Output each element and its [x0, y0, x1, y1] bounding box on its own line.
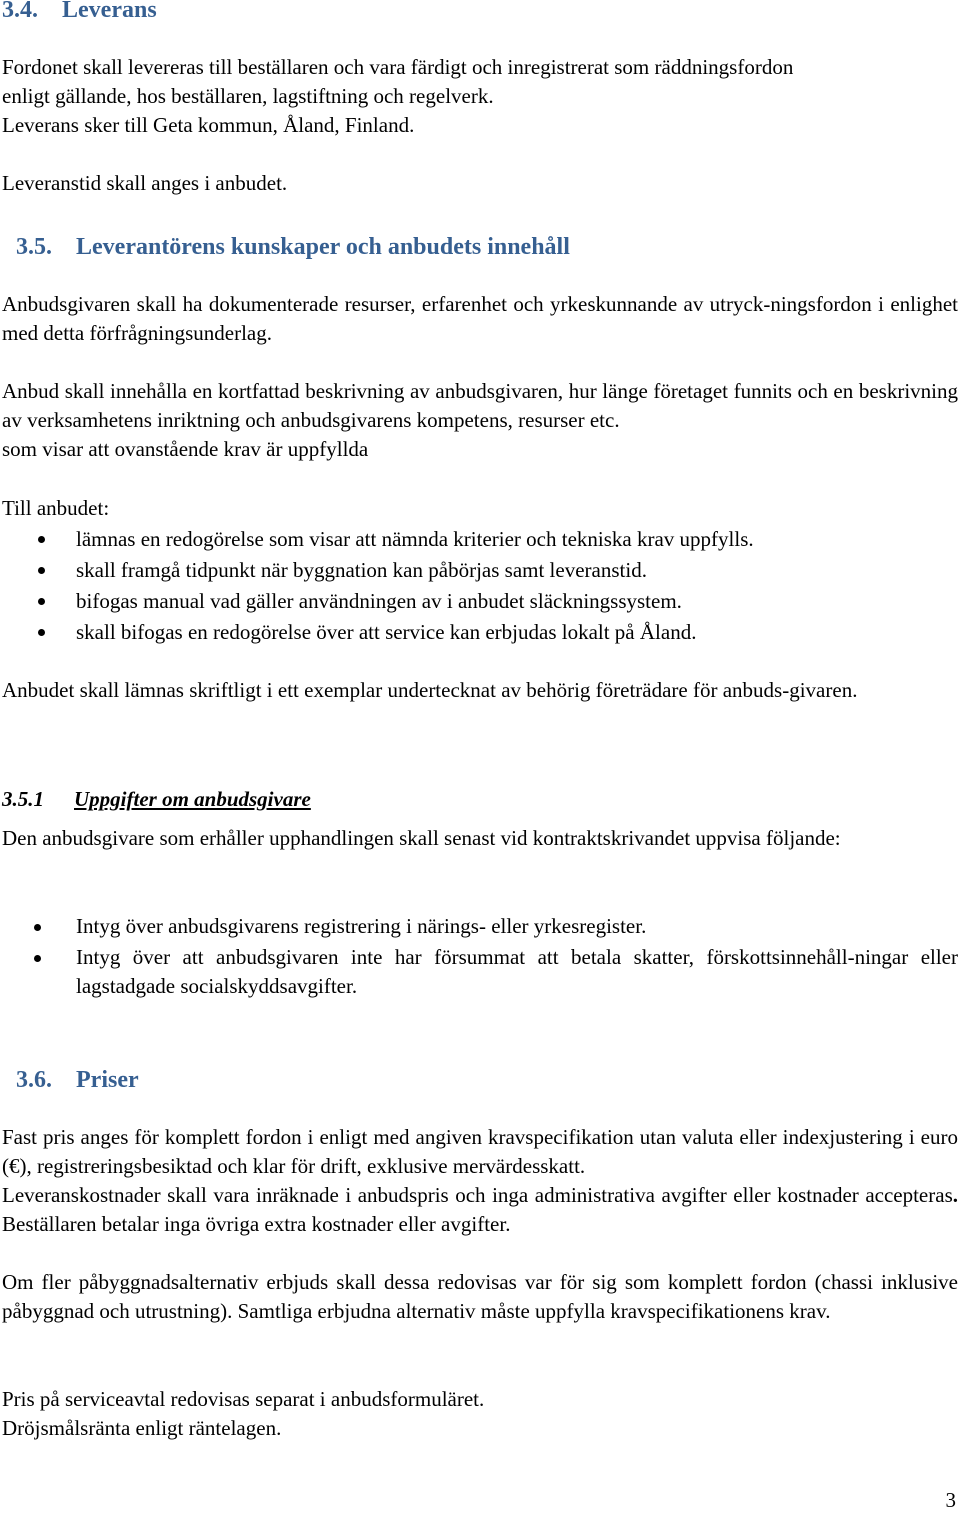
text-line: Pris på serviceavtal redovisas separat i anbudsformuläret.	[2, 1387, 485, 1411]
text-span: Beställaren betalar inga övriga extra kostnader eller avgifter.	[2, 1212, 511, 1236]
text-line: Leverans sker till Geta kommun, Åland, Finland.	[2, 113, 415, 137]
text-line: Till anbudet:	[2, 496, 110, 520]
section-title: Leverantörens kunskaper och anbudets innehåll	[76, 234, 570, 260]
bidder-certificates-list	[2, 912, 958, 1001]
list-item	[2, 586, 958, 617]
text-paragraph: Om fler påbyggnadsalternativ erbjuds skall dessa redovisas var för sig som komplett fordon (chassi inklusive påbyggnad och utrustning). Samtliga erbjudna alternativ måste uppfylla kravspecifikationens krav.	[2, 1270, 958, 1323]
list-item	[2, 555, 958, 586]
section-title: Uppgifter om anbudsgivare	[74, 787, 311, 811]
list-item	[2, 524, 958, 555]
list-item	[2, 617, 958, 648]
list-item-text: bifogas manual vad gäller användningen av i anbudet släckningssystem.	[76, 589, 682, 613]
tender-content-paragraph	[2, 377, 958, 464]
price-paragraph	[2, 1123, 958, 1239]
section-title: Leverans	[62, 0, 157, 23]
bidder-info-paragraph	[2, 824, 958, 853]
section-3-5-heading	[16, 234, 960, 261]
text-paragraph: Anbudsgivaren skall ha dokumenterade resurser, erfarenhet och yrkeskunnande av utryck-ningsfordon i enlighet med detta förfrågningsunderlag.	[2, 292, 958, 345]
bullet-icon	[38, 567, 45, 574]
section-number: 3.5.	[16, 234, 52, 260]
bullet-icon	[38, 629, 45, 636]
section-number: 3.4.	[2, 0, 38, 23]
text-line: som visar att ovanstående krav är uppfyllda	[2, 437, 369, 461]
list-item-text: Intyg över att anbudsgivaren inte har försummat att betala skatter, förskottsinnehåll-ningar eller lagstadgade socialskyddsavgifter.	[76, 945, 958, 998]
text-line: Fordonet skall levereras till beställaren och vara färdigt och inregistrerat som räddningsfordon	[2, 55, 794, 79]
list-item-text: skall bifogas en redogörelse över att service kan erbjudas lokalt på Åland.	[76, 620, 697, 644]
section-title: Priser	[76, 1067, 139, 1093]
text-paragraph	[2, 1181, 958, 1239]
text-span: .	[952, 1183, 958, 1207]
delivery-paragraph	[2, 53, 958, 140]
till-anbudet-label	[2, 494, 958, 523]
text-paragraph: Anbud skall innehålla en kortfattad beskrivning av anbudsgivaren, hur länge företaget funnits och en beskrivning av verksamhetens inriktning och anbudsgivarens kompetens, resurser etc.	[2, 379, 958, 432]
bullet-icon	[34, 955, 41, 962]
list-item-text: skall framgå tidpunkt när byggnation kan påbörjas samt leveranstid.	[76, 558, 647, 582]
signature-paragraph	[2, 676, 958, 705]
text-paragraph: Den anbudsgivare som erhåller upphandlingen skall senast vid kontraktskrivandet uppvisa följande:	[2, 826, 841, 850]
delivery-time-paragraph	[2, 169, 958, 198]
competence-paragraph	[2, 290, 958, 348]
page-number: 3	[945, 1488, 956, 1512]
list-item-text: lämnas en redogörelse som visar att nämnda kriterier och tekniska krav uppfylls.	[76, 527, 754, 551]
list-item-text: Intyg över anbudsgivarens registrering i närings- eller yrkesregister.	[76, 914, 647, 938]
tender-requirements-list	[2, 524, 958, 648]
section-3-6-heading	[16, 1067, 960, 1094]
list-item	[2, 912, 958, 941]
text-line: Dröjsmålsränta enligt räntelagen.	[2, 1416, 282, 1440]
bullet-icon	[38, 536, 45, 543]
alternatives-paragraph	[2, 1268, 958, 1326]
text-paragraph: Anbudet skall lämnas skriftligt i ett exemplar undertecknat av behörig företrädare för anbuds-givaren.	[2, 678, 858, 702]
list-item	[2, 943, 958, 1001]
text-span: Leveranskostnader skall vara inräknade i anbudspris och inga administrativa avgifter eller kostnader accepteras	[2, 1183, 953, 1207]
section-number: 3.6.	[16, 1067, 52, 1093]
section-number: 3.5.1	[2, 787, 44, 811]
text-line: Leveranstid skall anges i anbudet.	[2, 171, 288, 195]
section-3-5-1-heading	[2, 787, 958, 812]
section-3-4-heading	[2, 0, 958, 24]
bullet-icon	[38, 598, 45, 605]
text-paragraph: Fast pris anges för komplett fordon i enligt med angiven kravspecifikation utan valuta eller indexjustering i euro (€), registreringsbesiktad och klar för drift, exklusive mervärdesskatt.	[2, 1125, 958, 1178]
text-line: enligt gällande, hos beställaren, lagstiftning och regelverk.	[2, 84, 494, 108]
service-paragraph	[2, 1385, 958, 1443]
bullet-icon	[34, 924, 41, 931]
